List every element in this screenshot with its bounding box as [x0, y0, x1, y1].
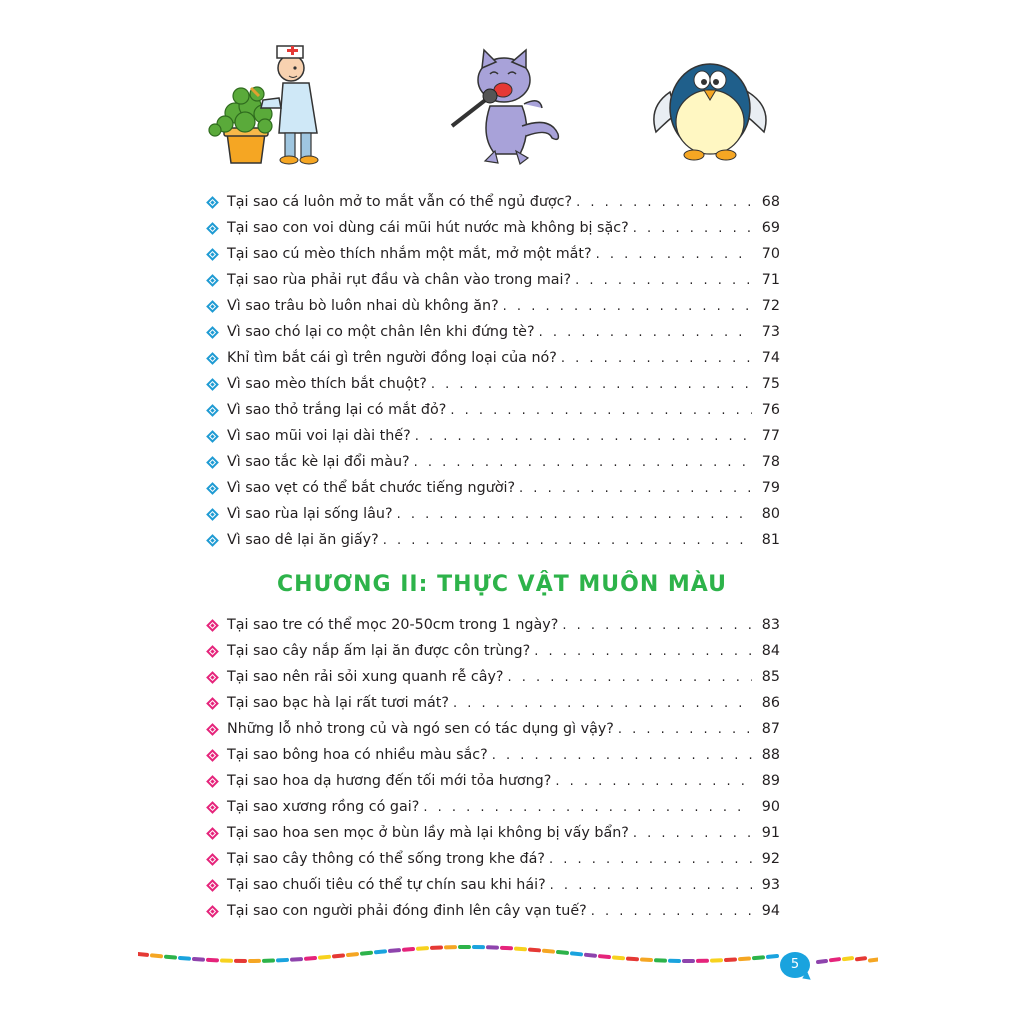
- dot-leader: [492, 748, 752, 763]
- singing-cat-illustration: [440, 46, 570, 166]
- dot-leader: [503, 299, 752, 314]
- toc-page-number: 69: [761, 220, 780, 236]
- toc-entry: [205, 846, 780, 872]
- wave-dash: [642, 960, 651, 961]
- toc-page-number: 88: [761, 747, 780, 763]
- toc-page-number: 90: [761, 799, 780, 815]
- wave-dash: [152, 955, 161, 956]
- diamond-bullet-icon: [206, 879, 219, 892]
- toc-question: Tại sao con người phải đóng đinh lên cây vạn tuế?: [227, 903, 587, 919]
- toc-question: Vì sao vẹt có thể bắt chước tiếng người?: [227, 480, 516, 496]
- doctor-watering-plant-illustration: [205, 38, 335, 168]
- toc-entry: [205, 898, 780, 924]
- toc-page-number: 91: [761, 825, 780, 841]
- dot-leader: [453, 696, 752, 711]
- wave-dash: [334, 955, 343, 956]
- wave-dash: [418, 948, 427, 949]
- wave-dash: [306, 958, 315, 959]
- toc-question: Những lỗ nhỏ trong củ và ngó sen có tác dụng gì vậy?: [227, 721, 614, 737]
- toc-question: Tại sao bạc hà lại rất tươi mát?: [227, 695, 449, 711]
- toc-entry: [205, 527, 780, 553]
- dot-leader: [450, 403, 752, 418]
- toc-page-number: 78: [761, 454, 780, 470]
- diamond-bullet-icon: [206, 196, 219, 209]
- diamond-bullet-icon: [206, 853, 219, 866]
- wave-dash: [292, 959, 301, 960]
- diamond-bullet-icon: [206, 749, 219, 762]
- toc-question: Tại sao cây thông có thể sống trong khe đá?: [227, 851, 545, 867]
- toc-entry: [205, 690, 780, 716]
- toc-entry: [205, 267, 780, 293]
- toc-page-number: 86: [761, 695, 780, 711]
- diamond-bullet-icon: [206, 300, 219, 313]
- toc-question: Vì sao mũi voi lại dài thế?: [227, 428, 411, 444]
- dot-leader: [415, 429, 752, 444]
- wave-dash: [726, 959, 735, 960]
- toc-entry: [205, 768, 780, 794]
- toc-page-number: 70: [761, 246, 780, 262]
- wave-dash: [768, 956, 777, 957]
- diamond-bullet-icon: [206, 482, 219, 495]
- toc-page-number: 76: [761, 402, 780, 418]
- toc-page-number: 73: [761, 324, 780, 340]
- dot-leader: [383, 533, 752, 548]
- toc-page-number: 94: [761, 903, 780, 919]
- toc-page-number: 75: [761, 376, 780, 392]
- penguin-illustration: [648, 52, 773, 162]
- dot-leader: [423, 800, 752, 815]
- wave-dash: [818, 961, 826, 962]
- toc-page-number: 83: [761, 617, 780, 633]
- toc-entry: [205, 449, 780, 475]
- diamond-bullet-icon: [206, 645, 219, 658]
- dot-leader: [549, 852, 752, 867]
- wave-dash: [740, 958, 749, 959]
- toc-entry: [205, 638, 780, 664]
- dot-leader: [562, 618, 752, 633]
- wave-dash: [628, 959, 637, 960]
- toc-question: Tại sao hoa dạ hương đến tối mới tỏa hương?: [227, 773, 552, 789]
- wave-dash: [320, 957, 329, 958]
- toc-question: Vì sao thỏ trắng lại có mắt đỏ?: [227, 402, 447, 418]
- toc-question: Tại sao rùa phải rụt đầu và chân vào trong mai?: [227, 272, 572, 288]
- toc-page-number: 80: [761, 506, 780, 522]
- toc-entry: [205, 664, 780, 690]
- wave-dash: [390, 950, 399, 951]
- wave-dash: [870, 959, 878, 960]
- toc-entry: [205, 820, 780, 846]
- dot-leader: [561, 351, 752, 366]
- diamond-bullet-icon: [206, 619, 219, 632]
- wave-dash: [544, 951, 553, 952]
- diamond-bullet-icon: [206, 801, 219, 814]
- toc-page-number: 77: [761, 428, 780, 444]
- chapter-title: CHƯƠNG II: THỰC VẬT MUÔN MÀU: [276, 572, 728, 597]
- toc-page-number: 68: [761, 194, 780, 210]
- toc-entry: [205, 397, 780, 423]
- dot-leader: [596, 247, 752, 262]
- wave-dash: [362, 953, 371, 954]
- diamond-bullet-icon: [206, 697, 219, 710]
- dot-leader: [633, 221, 752, 236]
- toc-entry: [205, 319, 780, 345]
- toc-question: Vì sao dê lại ăn giấy?: [227, 532, 379, 548]
- toc-entry: [205, 345, 780, 371]
- dot-leader: [508, 670, 753, 685]
- toc-question: Tại sao bông hoa có nhiều màu sắc?: [227, 747, 488, 763]
- diamond-bullet-icon: [206, 775, 219, 788]
- wave-dash: [530, 950, 539, 951]
- toc-entry: [205, 371, 780, 397]
- toc-page-number: 84: [761, 643, 780, 659]
- toc-question: Tại sao chuối tiêu có thể tự chín sau khi hái?: [227, 877, 546, 893]
- diamond-bullet-icon: [206, 248, 219, 261]
- diamond-bullet-icon: [206, 456, 219, 469]
- toc-question: Vì sao rùa lại sống lâu?: [227, 506, 393, 522]
- diamond-bullet-icon: [206, 671, 219, 684]
- dot-leader: [397, 507, 752, 522]
- toc-entry: [205, 189, 780, 215]
- toc-question: Tại sao cây nắp ấm lại ăn được côn trùng?: [227, 643, 531, 659]
- illustrations: [0, 0, 1024, 180]
- wave-dash: [180, 958, 189, 959]
- dot-leader: [534, 644, 752, 659]
- toc-entry: [205, 794, 780, 820]
- dot-leader: [633, 826, 752, 841]
- wave-dash: [376, 951, 385, 952]
- toc-page-number: 92: [761, 851, 780, 867]
- dot-leader: [575, 273, 752, 288]
- diamond-bullet-icon: [206, 508, 219, 521]
- decorative-wave-line: [138, 936, 878, 976]
- dot-leader: [539, 325, 752, 340]
- diamond-bullet-icon: [206, 905, 219, 918]
- wave-dash: [138, 954, 147, 955]
- wave-dash: [844, 958, 852, 959]
- wave-dash: [194, 959, 203, 960]
- toc-entry: [205, 293, 780, 319]
- diamond-bullet-icon: [206, 723, 219, 736]
- wave-dash: [754, 957, 763, 958]
- toc-page-number: 79: [761, 480, 780, 496]
- toc-question: Vì sao mèo thích bắt chuột?: [227, 376, 427, 392]
- dot-leader: [414, 455, 752, 470]
- diamond-bullet-icon: [206, 222, 219, 235]
- toc-entry: [205, 241, 780, 267]
- dot-leader: [519, 481, 752, 496]
- toc-entry: [205, 742, 780, 768]
- diamond-bullet-icon: [206, 274, 219, 287]
- wave-dash: [404, 949, 413, 950]
- wave-dash: [166, 957, 175, 958]
- dot-leader: [576, 195, 752, 210]
- toc-question: Vì sao tắc kè lại đổi màu?: [227, 454, 410, 470]
- toc-question: Tại sao nên rải sỏi xung quanh rễ cây?: [227, 669, 504, 685]
- toc-question: Tại sao cú mèo thích nhắm một mắt, mở một mắt?: [227, 246, 592, 262]
- wave-dash: [831, 959, 839, 960]
- toc-question: Vì sao chó lại co một chân lên khi đứng tè?: [227, 324, 535, 340]
- toc-entry: [205, 612, 780, 638]
- toc-question: Vì sao trâu bò luôn nhai dù không ăn?: [227, 298, 499, 314]
- dot-leader: [555, 774, 752, 789]
- diamond-bullet-icon: [206, 404, 219, 417]
- dot-leader: [431, 377, 752, 392]
- toc-entry: [205, 716, 780, 742]
- toc-question: Khỉ tìm bắt cái gì trên người đồng loại của nó?: [227, 350, 557, 366]
- toc-page-number: 89: [761, 773, 780, 789]
- toc-question: Tại sao xương rồng có gai?: [227, 799, 420, 815]
- diamond-bullet-icon: [206, 378, 219, 391]
- diamond-bullet-icon: [206, 352, 219, 365]
- toc-page-number: 87: [761, 721, 780, 737]
- toc-entry: [205, 501, 780, 527]
- toc-entry: [205, 475, 780, 501]
- toc-page-number: 81: [761, 532, 780, 548]
- toc-section-animals: [205, 189, 780, 553]
- diamond-bullet-icon: [206, 326, 219, 339]
- wave-dash: [586, 955, 595, 956]
- toc-entry: [205, 423, 780, 449]
- wave-dash: [572, 953, 581, 954]
- page-number-badge: 5: [780, 952, 810, 978]
- dot-leader: [550, 878, 752, 893]
- wave-dash: [614, 957, 623, 958]
- toc-page-number: 71: [761, 272, 780, 288]
- toc-question: Tại sao con voi dùng cái mũi hút nước mà không bị sặc?: [227, 220, 629, 236]
- diamond-bullet-icon: [206, 430, 219, 443]
- dot-leader: [591, 904, 752, 919]
- dot-leader: [618, 722, 752, 737]
- toc-question: Tại sao tre có thể mọc 20-50cm trong 1 ngày?: [227, 617, 559, 633]
- wave-dash: [348, 954, 357, 955]
- wave-dash: [600, 956, 609, 957]
- toc-page-number: 93: [761, 877, 780, 893]
- wave-dash: [516, 949, 525, 950]
- toc-entry: [205, 215, 780, 241]
- toc-question: Tại sao hoa sen mọc ở bùn lầy mà lại không bị vấy bẩn?: [227, 825, 629, 841]
- toc-page-number: 85: [761, 669, 780, 685]
- wave-dash: [558, 952, 567, 953]
- toc-question: Tại sao cá luôn mở to mắt vẫn có thể ngủ được?: [227, 194, 573, 210]
- diamond-bullet-icon: [206, 827, 219, 840]
- wave-dash: [857, 958, 865, 959]
- toc-page-number: 74: [761, 350, 780, 366]
- toc-entry: [205, 872, 780, 898]
- toc-section-plants: [205, 612, 780, 924]
- toc-page-number: 72: [761, 298, 780, 314]
- diamond-bullet-icon: [206, 534, 219, 547]
